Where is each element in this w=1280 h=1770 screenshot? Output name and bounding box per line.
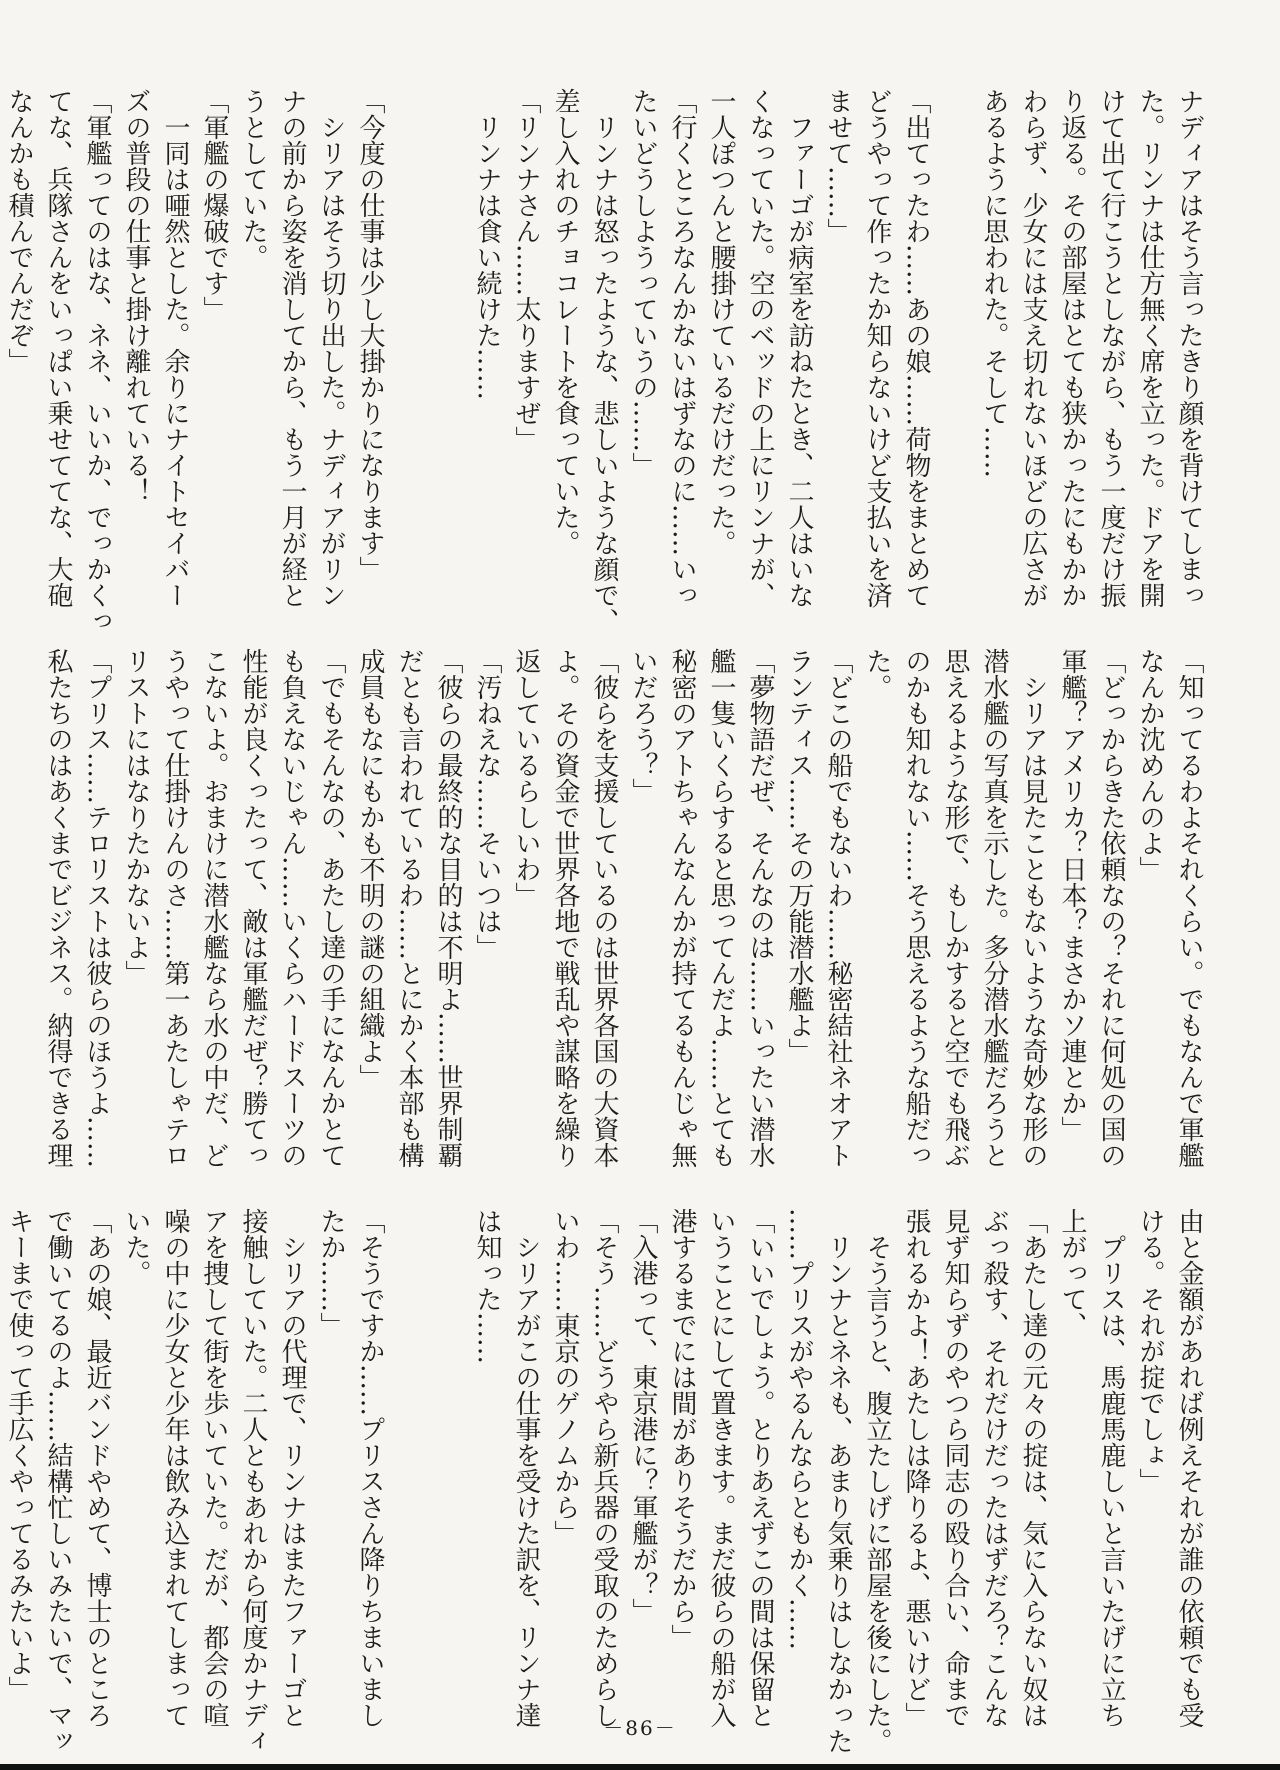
text-line: キーまで使って手広くやってるみたいよ」 [4, 1208, 34, 1702]
text-line: 「彼らを支援しているのは世界各国の大資本 [589, 648, 619, 1168]
text-line [389, 1208, 428, 1728]
text-line: ファーゴが病室を訪ねたとき、二人はいな [784, 88, 814, 608]
text-line: リンナは食い続けた…… [472, 88, 502, 400]
text-line: り返る。その部屋はとても狭かったにもかか [1057, 88, 1087, 608]
text-line: 「そうですか……プリスさん降りちまいまし [355, 1208, 385, 1728]
text-line: こないよ。おまけに潜水艦なら水の中だ、ど [199, 648, 229, 1168]
text-line [389, 88, 428, 648]
text-line: 噪の中に少女と少年は飲み込まれてしまって [160, 1208, 190, 1728]
text-line: 「でもそんなの、あたし達の手になんかとて [316, 648, 346, 1168]
text-line: で働いてるのよ……結構忙しいみたいで、マッ [43, 1208, 73, 1754]
text-line: ……プリスがやるんならともかく…… [784, 1208, 814, 1650]
text-line: 差し入れのチョコレートを食っていた。 [550, 88, 580, 556]
text-line: 軍艦？アメリカ？日本？まさかソ連とか」 [1057, 648, 1087, 1142]
text-line: ける。それが掟でしょ」 [1135, 1208, 1165, 1494]
text-line: そう言うと、腹立たしげに部屋を後にした。 [862, 1208, 892, 1754]
text-line: だとも言われているわ……とにかく本部も構 [394, 648, 424, 1168]
text-line: ランティス……その万能潜水艦よ」 [784, 648, 814, 1064]
text-line: 返しているらしいわ」 [511, 648, 541, 908]
text-line: 「どこの船でもないわ……秘密結社ネオアト [823, 648, 853, 1168]
text-line: 「汚ねえな……そいつは」 [472, 648, 502, 960]
text-line: 一人ぽつんと腰掛けているだけだった。 [706, 88, 736, 556]
text-line: 艦一隻いくらすると思ってんだよ……とても [706, 648, 736, 1168]
text-line: ませて……」 [823, 88, 853, 244]
text-line: なんかも積んでんだぞ」 [4, 88, 34, 374]
text-line: シリアはそう切り出した。ナディアがリン [316, 88, 346, 608]
text-line: ナディアはそう言ったきり顔を背けてしまっ [1174, 88, 1204, 608]
text-line: 「あたし達の元々の掟は、気に入らない奴は [1018, 1208, 1048, 1728]
text-line: プリスは、馬鹿馬鹿しいと言いたげに立ち [1096, 1208, 1126, 1728]
text-line: 「出てったわ……あの娘……荷物をまとめて [901, 88, 931, 608]
text-line: うやって仕掛けんのさ……第一あたしゃテロ [160, 648, 190, 1168]
text-line: いわ……東京のゲノムから」 [550, 1208, 580, 1546]
text-line: いた。 [121, 1208, 151, 1286]
text-line: シリアは見たこともないような奇妙な形の [1018, 648, 1048, 1168]
text-line: シリアの代理で、リンナはまたファーゴと [277, 1208, 307, 1728]
text-line: 私たちのはあくまでビジネス。納得できる理 [43, 648, 73, 1168]
scan-edge-bar [0, 1764, 1280, 1770]
text-line: 由と金額があれば例えそれが誰の依頼でも受 [1174, 1208, 1204, 1728]
text-line: 「彼らの最終的な目的は不明よ……世界制覇 [433, 648, 463, 1168]
text-line: たいどうしようっていうの……」 [628, 88, 658, 478]
text-line: 潜水艦の写真を示した。多分潜水艦だろうと [979, 648, 1009, 1168]
text-line: 「今度の仕事は少し大掛かりになります」 [355, 88, 385, 582]
text-line: 接触していた。二人ともあれから何度かナディ [238, 1208, 268, 1754]
text-block-top [4, 88, 1208, 648]
text-line: 「夢物語だぜ、そんなのは……いったい潜水 [745, 648, 775, 1168]
text-line: 「いいでしょう。とりあえずこの間は保留と [745, 1208, 775, 1728]
text-line: 「軍艦ってのはな、ネネ、いいか、でっかくっ [82, 88, 112, 634]
text-line: 成員もなにもかも不明の謎の組織よ」 [355, 648, 385, 1090]
text-line: くなっていた。空のベッドの上にリンナが、 [745, 88, 775, 608]
text-line: 「プリス……テロリストは彼らのほうよ…… [82, 648, 112, 1168]
text-line: たか……」 [316, 1208, 346, 1338]
text-line: 「入港って、東京港に？軍艦が？」 [628, 1208, 658, 1624]
text-line: 「あの娘、最近バンドやめて、博士のところ [82, 1208, 112, 1728]
text-line [428, 88, 467, 648]
page-number: －86－ [603, 1716, 677, 1740]
text-line: 上がって、 [1057, 1208, 1087, 1338]
text-line: てな、兵隊さんをいっぱい乗せててな、大砲 [43, 88, 73, 608]
text-line: 張れるかよ！あたしは降りるよ、悪いけど」 [901, 1208, 931, 1728]
text-line: 一同は唖然とした。余りにナイトセイバー [160, 88, 190, 608]
text-line: 「どっからきた依頼なの？それに何処の国の [1096, 648, 1126, 1168]
text-line: リンナは怒ったような、悲しいような顔で、 [589, 88, 619, 634]
text-line: 「リンナさん……太りますぜ」 [511, 88, 541, 452]
text-line: なんか沈めんのよ」 [1135, 648, 1165, 882]
text-line: 「知ってるわよそれくらい。でもなんで軍艦 [1174, 648, 1204, 1168]
text-line: リンナとネネも、あまり気乗りはしなかった [823, 1208, 853, 1754]
text-line: 「軍艦の爆破です」 [199, 88, 229, 322]
text-line: 性能が良くったって、敵は軍艦だぜ？勝てっ [238, 648, 268, 1168]
text-line: シリアがこの仕事を受けた訳を、リンナ達 [511, 1208, 541, 1728]
text-line [935, 88, 974, 648]
text-line: 思えるような形で、もしかすると空でも飛ぶ [940, 648, 970, 1168]
text-block-bottom [4, 1208, 1208, 1754]
text-line: いうことにして置きます。まだ彼らの船が入 [706, 1208, 736, 1728]
text-line: 「行くところなんかないはずなのに……いっ [667, 88, 697, 608]
text-line: 「そう……どうやら新兵器の受取のためらし [589, 1208, 619, 1728]
text-line: どうやって作ったか知らないけど支払いを済 [862, 88, 892, 608]
text-line [428, 1208, 467, 1728]
text-line: ナの前から姿を消してから、もう一月が経と [277, 88, 307, 608]
text-line: 秘密のアトちゃんなんかが持てるもんじゃ無 [667, 648, 697, 1168]
text-line: 見ず知らずのやつら同志の殴り合い、命まで [940, 1208, 970, 1728]
text-line: ズの普段の仕事と掛け離れている！ [121, 88, 151, 504]
text-line: ぶっ殺す、それだけだったはずだろ？こんな [979, 1208, 1009, 1728]
text-line: た。リンナは仕方無く席を立った。ドアを開 [1135, 88, 1165, 608]
text-line: も負えないじゃん……いくらハードスーツの [277, 648, 307, 1168]
text-line: のかも知れない……そう思えるような船だっ [901, 648, 931, 1168]
text-line: あるように思われた。そして…… [979, 88, 1009, 478]
text-line: た。 [862, 648, 892, 700]
text-line: けて出て行こうとしながら、もう一度だけ振 [1096, 88, 1126, 608]
text-line: うとしていた。 [238, 88, 268, 270]
text-line: いだろう？」 [628, 648, 658, 804]
text-line: 港するまでには間がありそうだから」 [667, 1208, 697, 1650]
text-block-middle [43, 648, 1208, 1208]
text-line: わらず、少女には支え切れないほどの広さが [1018, 88, 1048, 608]
text-line: リストにはなりたかないよ」 [121, 648, 151, 986]
text-line: アを捜して街を歩いていた。だが、都会の喧 [199, 1208, 229, 1728]
text-line: は知った…… [472, 1208, 502, 1364]
text-line: よ。その資金で世界各地で戦乱や謀略を繰り [550, 648, 580, 1168]
